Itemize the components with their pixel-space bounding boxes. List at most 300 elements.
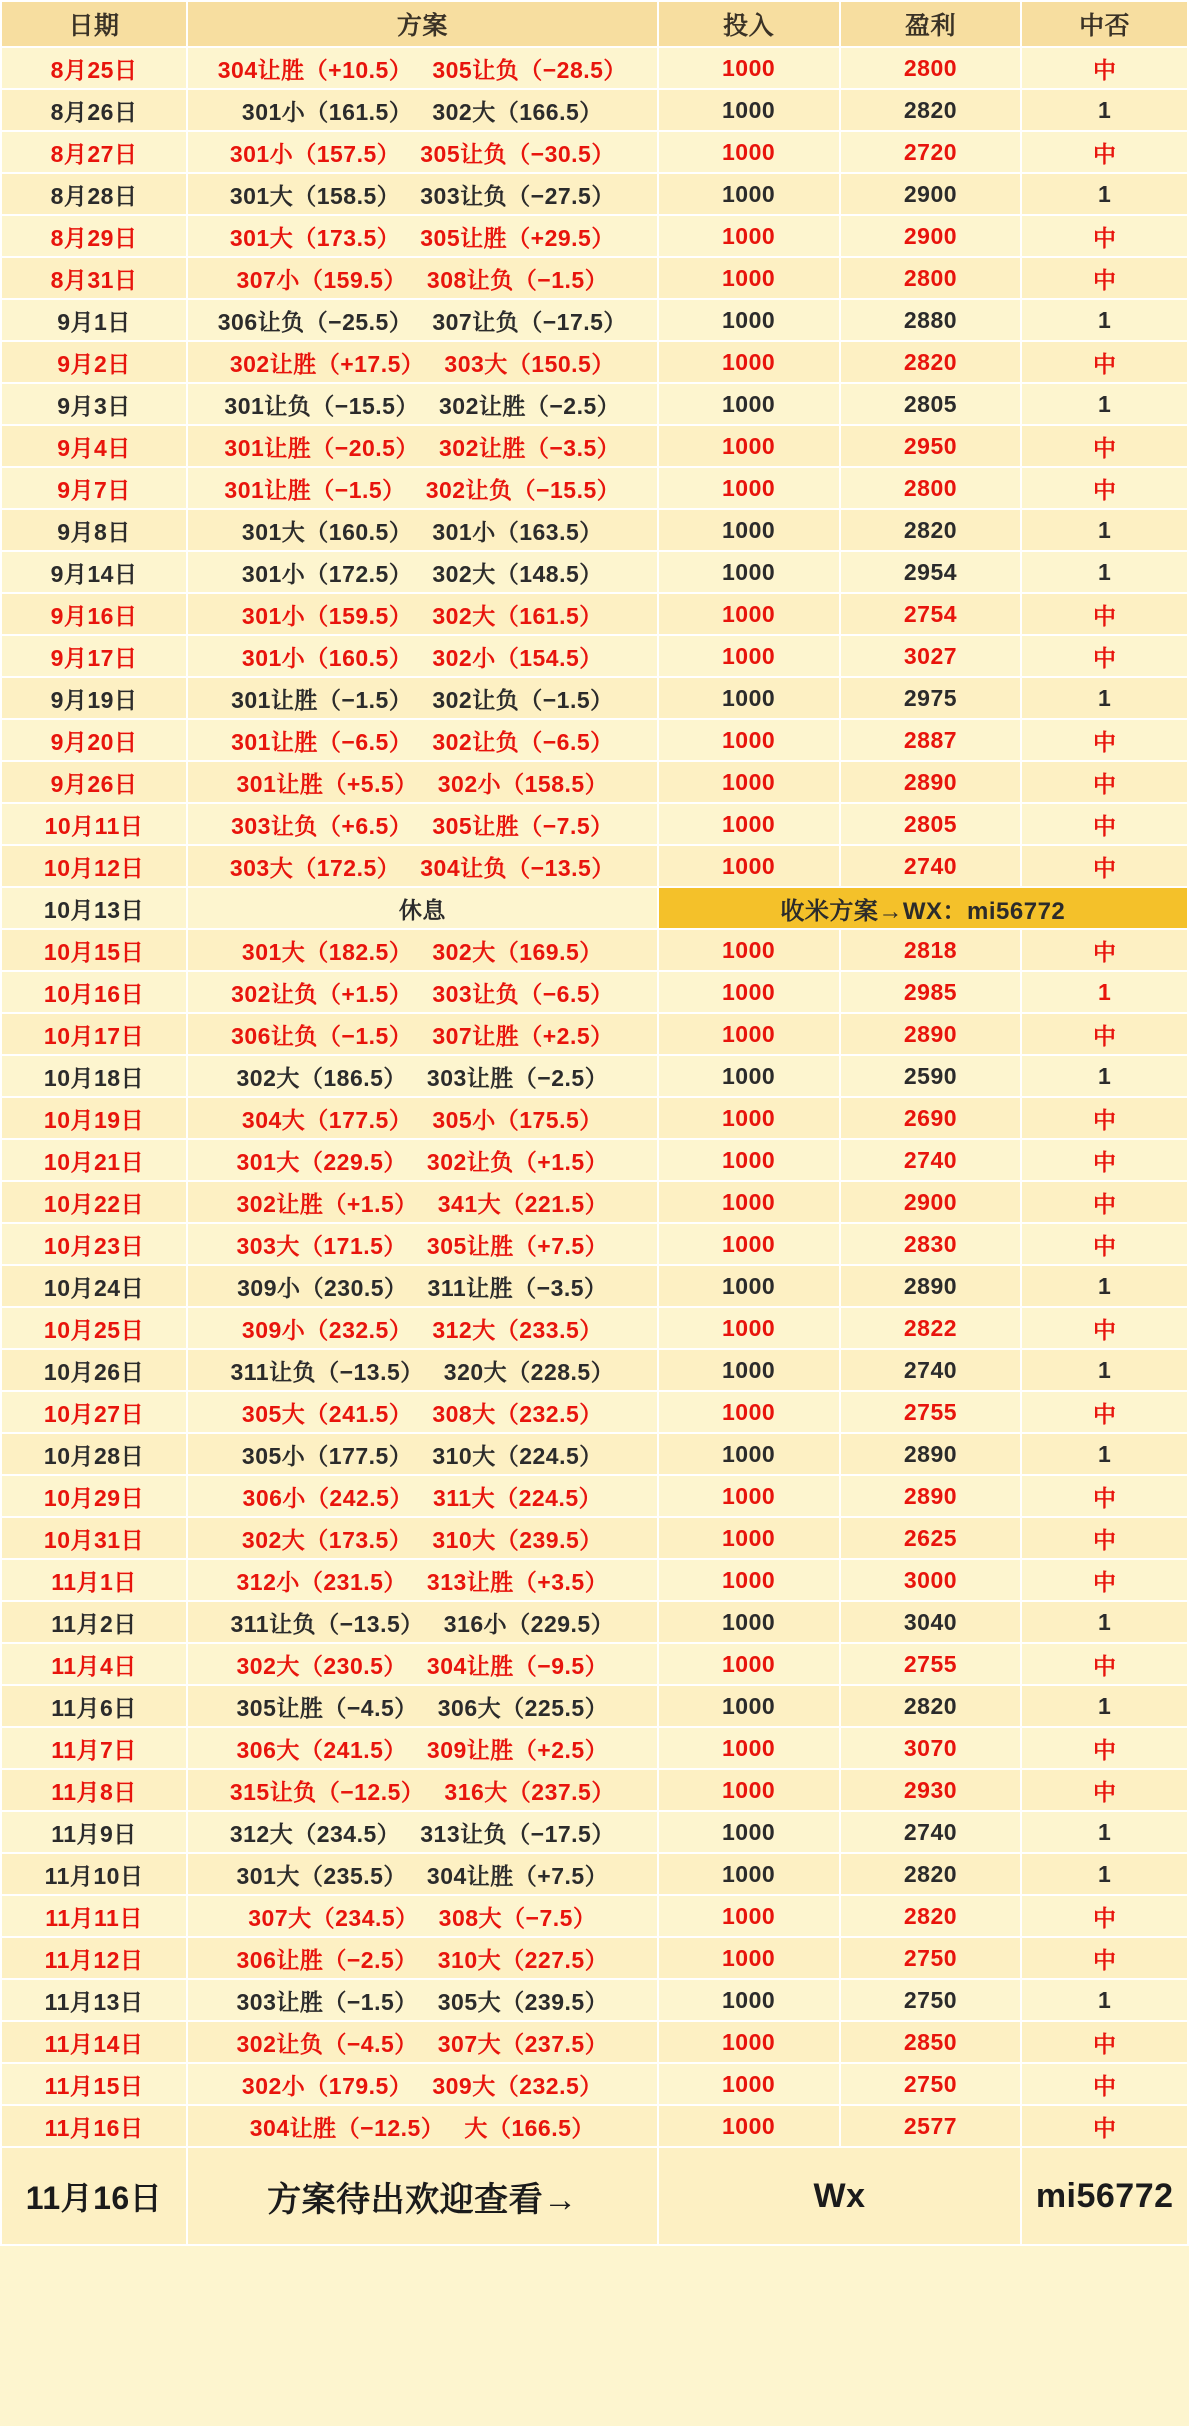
table-row: [1, 929, 1188, 971]
cell-date: 10月17日: [1, 1013, 187, 1055]
plan-segment: 302大（186.5）: [236, 1064, 407, 1091]
plan-segment: 311大（224.5）: [432, 1484, 603, 1511]
cell-date: 10月18日: [1, 1055, 187, 1097]
cell-plan: [187, 1391, 658, 1433]
cell-stake: 1000: [658, 215, 840, 257]
plan-segment: 304让胜（+7.5）: [426, 1862, 609, 1889]
cell-stake: 1000: [658, 1013, 840, 1055]
cell-plan: [187, 551, 658, 593]
cell-stake: 1000: [658, 1559, 840, 1601]
column-header-date: 日期: [1, 1, 187, 47]
cell-stake: 1000: [658, 971, 840, 1013]
plan-segment: 311让负（−13.5）: [230, 1610, 424, 1637]
cell-date: 10月13日: [1, 887, 187, 929]
plan-segment: 301大（160.5）: [241, 518, 413, 545]
cell-date: 9月19日: [1, 677, 187, 719]
cell-hit: 1: [1021, 1349, 1188, 1391]
plan-segment: 305让胜（+29.5）: [420, 224, 615, 251]
plan-segment: 302让负（−6.5）: [432, 728, 614, 755]
cell-plan: [187, 803, 658, 845]
cell-stake: 1000: [658, 467, 840, 509]
cell-plan: [187, 215, 658, 257]
plan-segment: 315让负（−12.5）: [229, 1778, 425, 1805]
cell-plan: [187, 1265, 658, 1307]
cell-date: 9月1日: [1, 299, 187, 341]
cell-profit: 2820: [840, 509, 1022, 551]
cell-plan: [187, 1727, 658, 1769]
cell-plan: [187, 2063, 658, 2105]
cell-profit: 2754: [840, 593, 1022, 635]
table-row: [1, 887, 1188, 929]
plan-segment: 302让负（+1.5）: [426, 1148, 609, 1175]
promo-banner: 收米方案→WX：mi56772: [658, 887, 1188, 929]
cell-stake: 1000: [658, 551, 840, 593]
cell-stake: 1000: [658, 1097, 840, 1139]
plan-segment: 304让负（−13.5）: [420, 854, 615, 881]
cell-profit: 3027: [840, 635, 1022, 677]
plan-segment: 310大（239.5）: [432, 1526, 603, 1553]
cell-plan: [187, 1769, 658, 1811]
cell-stake: 1000: [658, 1517, 840, 1559]
cell-plan: [187, 761, 658, 803]
plan-segment: 309小（232.5）: [241, 1316, 413, 1343]
cell-profit: 2880: [840, 299, 1022, 341]
table-row: [1, 971, 1188, 1013]
cell-plan: [187, 593, 658, 635]
plan-segment: 308大（−7.5）: [438, 1904, 597, 1931]
plan-segment: 302小（154.5）: [432, 644, 603, 671]
cell-profit: 2818: [840, 929, 1022, 971]
plan-segment: 303大（150.5）: [444, 350, 615, 377]
table-row: [1, 719, 1188, 761]
cell-hit: 中: [1021, 1181, 1188, 1223]
table-footer: [1, 2147, 1188, 2245]
plan-segment: 309让胜（+2.5）: [426, 1736, 609, 1763]
cell-hit: 中: [1021, 2105, 1188, 2147]
cell-hit: 中: [1021, 1475, 1188, 1517]
table-row: [1, 1811, 1188, 1853]
cell-date: 9月16日: [1, 593, 187, 635]
cell-hit: 中: [1021, 467, 1188, 509]
plan-segment: 302让胜（−2.5）: [438, 392, 621, 419]
cell-profit: 2750: [840, 1937, 1022, 1979]
cell-hit: 中: [1021, 1013, 1188, 1055]
cell-hit: 中: [1021, 1727, 1188, 1769]
plan-segment: 302让负（−4.5）: [236, 2030, 418, 2057]
cell-date: 11月9日: [1, 1811, 187, 1853]
cell-profit: 2755: [840, 1391, 1022, 1433]
cell-stake: 1000: [658, 1307, 840, 1349]
table-row: [1, 2021, 1188, 2063]
cell-hit: 1: [1021, 677, 1188, 719]
table-row: [1, 803, 1188, 845]
cell-profit: 2890: [840, 1433, 1022, 1475]
table-row: [1, 677, 1188, 719]
cell-hit: 中: [1021, 1139, 1188, 1181]
cell-date: 9月17日: [1, 635, 187, 677]
cell-hit: 中: [1021, 47, 1188, 89]
cell-profit: 2890: [840, 1265, 1022, 1307]
cell-hit: 中: [1021, 1391, 1188, 1433]
cell-plan: [187, 89, 658, 131]
cell-hit: 1: [1021, 383, 1188, 425]
cell-date: 11月10日: [1, 1853, 187, 1895]
footer-wx-id: mi56772: [1021, 2147, 1188, 2245]
cell-hit: 1: [1021, 551, 1188, 593]
cell-profit: 2850: [840, 2021, 1022, 2063]
table-row: [1, 1937, 1188, 1979]
cell-plan: [187, 1895, 658, 1937]
cell-profit: 3070: [840, 1727, 1022, 1769]
cell-stake: 1000: [658, 383, 840, 425]
table-header-row: [1, 1, 1188, 47]
cell-stake: 1000: [658, 1475, 840, 1517]
cell-profit: 2800: [840, 47, 1022, 89]
cell-plan: [187, 341, 658, 383]
cell-profit: 2740: [840, 1139, 1022, 1181]
plan-segment: 307小（159.5）: [236, 266, 407, 293]
cell-hit: 中: [1021, 635, 1188, 677]
table-row: [1, 1139, 1188, 1181]
plan-segment: 大（166.5）: [464, 2114, 595, 2141]
table-body: [1, 47, 1188, 2147]
cell-date: 10月22日: [1, 1181, 187, 1223]
plan-segment: 304大（177.5）: [241, 1106, 413, 1133]
cell-date: 10月25日: [1, 1307, 187, 1349]
cell-stake: 1000: [658, 299, 840, 341]
cell-plan: [187, 1139, 658, 1181]
plan-segment: 310大（224.5）: [432, 1442, 603, 1469]
footer-wx-label: Wx: [658, 2147, 1022, 2245]
table-row: [1, 383, 1188, 425]
table-row: [1, 1727, 1188, 1769]
table-row: [1, 1895, 1188, 1937]
cell-stake: 1000: [658, 1979, 840, 2021]
cell-stake: 1000: [658, 845, 840, 887]
footer-date: 11月16日: [1, 2147, 187, 2245]
plan-segment: 308让负（−1.5）: [426, 266, 609, 293]
cell-plan: [187, 719, 658, 761]
cell-stake: 1000: [658, 341, 840, 383]
cell-plan: [187, 929, 658, 971]
cell-profit: 2890: [840, 1475, 1022, 1517]
cell-date: 10月23日: [1, 1223, 187, 1265]
cell-profit: 2720: [840, 131, 1022, 173]
cell-date: 10月24日: [1, 1265, 187, 1307]
cell-stake: 1000: [658, 1853, 840, 1895]
plan-segment: 302小（179.5）: [241, 2072, 413, 2099]
cell-profit: 2900: [840, 173, 1022, 215]
cell-stake: 1000: [658, 2021, 840, 2063]
column-header-hit: 中否: [1021, 1, 1188, 47]
cell-stake: 1000: [658, 1139, 840, 1181]
plan-segment: 302大（230.5）: [236, 1652, 407, 1679]
plan-segment: 305小（175.5）: [432, 1106, 603, 1133]
cell-profit: 2740: [840, 845, 1022, 887]
cell-hit: 1: [1021, 1601, 1188, 1643]
cell-hit: 中: [1021, 593, 1188, 635]
table-row: [1, 1559, 1188, 1601]
plan-segment: 302让胜（−3.5）: [438, 434, 621, 461]
cell-profit: 2900: [840, 1181, 1022, 1223]
plan-segment: 301小（160.5）: [241, 644, 413, 671]
plan-segment: 341大（221.5）: [437, 1190, 609, 1217]
cell-hit: 1: [1021, 971, 1188, 1013]
plan-segment: 301大（235.5）: [236, 1862, 407, 1889]
plan-segment: 306让负（−25.5）: [217, 308, 413, 335]
plan-segment: 312小（231.5）: [236, 1568, 407, 1595]
cell-stake: 1000: [658, 1265, 840, 1307]
cell-plan: [187, 1853, 658, 1895]
plan-segment: 302让负（−1.5）: [432, 686, 614, 713]
cell-profit: 2740: [840, 1349, 1022, 1391]
cell-date: 8月29日: [1, 215, 187, 257]
plan-segment: 303大（172.5）: [229, 854, 401, 881]
plan-segment: 301让胜（+5.5）: [236, 770, 418, 797]
cell-stake: 1000: [658, 509, 840, 551]
plan-segment: 305大（239.5）: [437, 1988, 609, 2015]
cell-hit: 中: [1021, 257, 1188, 299]
cell-hit: 1: [1021, 1433, 1188, 1475]
cell-plan: [187, 971, 658, 1013]
cell-hit: 中: [1021, 131, 1188, 173]
cell-plan: [187, 257, 658, 299]
cell-profit: 2590: [840, 1055, 1022, 1097]
cell-stake: 1000: [658, 89, 840, 131]
cell-stake: 1000: [658, 1391, 840, 1433]
cell-date: 9月3日: [1, 383, 187, 425]
cell-profit: 2890: [840, 761, 1022, 803]
table-row: [1, 425, 1188, 467]
plan-segment: 301小（172.5）: [241, 560, 413, 587]
plan-segment: 301大（229.5）: [236, 1148, 407, 1175]
cell-hit: 1: [1021, 1055, 1188, 1097]
cell-profit: 2830: [840, 1223, 1022, 1265]
plan-segment: 301大（158.5）: [229, 182, 401, 209]
cell-hit: 中: [1021, 803, 1188, 845]
cell-hit: 1: [1021, 299, 1188, 341]
cell-hit: 中: [1021, 1937, 1188, 1979]
cell-date: 11月6日: [1, 1685, 187, 1727]
table-row: [1, 1307, 1188, 1349]
cell-plan: [187, 1559, 658, 1601]
table-row: [1, 1685, 1188, 1727]
table-row: [1, 257, 1188, 299]
cell-date: 10月12日: [1, 845, 187, 887]
table-row: [1, 1265, 1188, 1307]
cell-date: 10月31日: [1, 1517, 187, 1559]
plan-segment: 310大（227.5）: [437, 1946, 609, 1973]
cell-plan: [187, 1181, 658, 1223]
cell-plan: [187, 2021, 658, 2063]
plan-segment: 306小（242.5）: [242, 1484, 413, 1511]
cell-date: 10月28日: [1, 1433, 187, 1475]
plan-segment: 301让胜（−6.5）: [231, 728, 413, 755]
plan-segment: 301让负（−15.5）: [224, 392, 419, 419]
plan-segment: 320大（228.5）: [443, 1358, 615, 1385]
plan-segment: 307让胜（+2.5）: [432, 1022, 614, 1049]
cell-stake: 1000: [658, 929, 840, 971]
cell-profit: 2800: [840, 467, 1022, 509]
footer-row: [1, 2147, 1188, 2245]
table-row: [1, 2105, 1188, 2147]
table-row: [1, 1601, 1188, 1643]
cell-plan: [187, 1433, 658, 1475]
plan-segment: 302让胜（+1.5）: [236, 1190, 418, 1217]
cell-plan: [187, 1643, 658, 1685]
cell-date: 11月8日: [1, 1769, 187, 1811]
cell-date: 11月7日: [1, 1727, 187, 1769]
cell-hit: 中: [1021, 1643, 1188, 1685]
cell-date: 10月29日: [1, 1475, 187, 1517]
plan-segment: 302大（169.5）: [432, 938, 603, 965]
plan-segment: 301让胜（−1.5）: [231, 686, 413, 713]
cell-date: 11月11日: [1, 1895, 187, 1937]
cell-profit: 2930: [840, 1769, 1022, 1811]
plan-segment: 305让负（−28.5）: [432, 56, 627, 83]
cell-date: 11月15日: [1, 2063, 187, 2105]
plan-segment: 312大（233.5）: [432, 1316, 603, 1343]
table-row: [1, 1769, 1188, 1811]
cell-plan: [187, 299, 658, 341]
cell-date: 8月27日: [1, 131, 187, 173]
plan-segment: 307让负（−17.5）: [432, 308, 627, 335]
cell-hit: 中: [1021, 1559, 1188, 1601]
cell-stake: 1000: [658, 1769, 840, 1811]
cell-date: 11月2日: [1, 1601, 187, 1643]
cell-date: 10月16日: [1, 971, 187, 1013]
cell-stake: 1000: [658, 1937, 840, 1979]
cell-profit: 2805: [840, 383, 1022, 425]
cell-plan: [187, 47, 658, 89]
cell-stake: 1000: [658, 1727, 840, 1769]
cell-stake: 1000: [658, 2063, 840, 2105]
cell-stake: 1000: [658, 803, 840, 845]
cell-hit: 中: [1021, 215, 1188, 257]
cell-date: 11月16日: [1, 2105, 187, 2147]
table-row: [1, 1097, 1188, 1139]
cell-hit: 中: [1021, 2021, 1188, 2063]
cell-stake: 1000: [658, 1055, 840, 1097]
cell-plan: [187, 845, 658, 887]
cell-profit: 2822: [840, 1307, 1022, 1349]
plan-segment: 303让负（−27.5）: [420, 182, 615, 209]
plan-segment: 301大（182.5）: [241, 938, 413, 965]
cell-plan: [187, 1937, 658, 1979]
table-row: [1, 89, 1188, 131]
plan-segment: 305让胜（−4.5）: [236, 1694, 418, 1721]
plan-segment: 303让负（−6.5）: [432, 980, 614, 1007]
cell-hit: 1: [1021, 1811, 1188, 1853]
column-header-stake: 投入: [658, 1, 840, 47]
cell-plan: [187, 635, 658, 677]
footer-plan-pending: 方案待出欢迎查看→: [187, 2147, 658, 2245]
cell-profit: 2975: [840, 677, 1022, 719]
cell-date: 10月19日: [1, 1097, 187, 1139]
cell-plan: [187, 1055, 658, 1097]
plan-segment: 304让胜（+10.5）: [217, 56, 413, 83]
table-row: [1, 1223, 1188, 1265]
cell-stake: 1000: [658, 1643, 840, 1685]
cell-date: 11月14日: [1, 2021, 187, 2063]
cell-stake: 1000: [658, 1601, 840, 1643]
column-header-plan: 方案: [187, 1, 658, 47]
cell-profit: 3000: [840, 1559, 1022, 1601]
plan-segment: 306大（225.5）: [437, 1694, 609, 1721]
plan-segment: 302大（166.5）: [432, 98, 603, 125]
cell-hit: 中: [1021, 761, 1188, 803]
cell-plan: [187, 425, 658, 467]
cell-hit: 中: [1021, 1307, 1188, 1349]
plan-segment: 301让胜（−20.5）: [224, 434, 419, 461]
cell-hit: 1: [1021, 1265, 1188, 1307]
cell-stake: 1000: [658, 173, 840, 215]
cell-date: 9月4日: [1, 425, 187, 467]
cell-stake: 1000: [658, 47, 840, 89]
table-row: [1, 131, 1188, 173]
table-row: [1, 593, 1188, 635]
plan-segment: 305让胜（−7.5）: [432, 812, 614, 839]
plan-segment: 301小（159.5）: [241, 602, 413, 629]
cell-stake: 1000: [658, 1895, 840, 1937]
cell-profit: 2800: [840, 257, 1022, 299]
cell-date: 8月26日: [1, 89, 187, 131]
cell-profit: 2820: [840, 1853, 1022, 1895]
cell-stake: 1000: [658, 2105, 840, 2147]
cell-plan: [187, 1349, 658, 1391]
cell-plan: [187, 131, 658, 173]
cell-stake: 1000: [658, 1685, 840, 1727]
cell-rest: 休息: [187, 887, 658, 929]
cell-stake: 1000: [658, 1433, 840, 1475]
column-header-profit: 盈利: [840, 1, 1022, 47]
cell-hit: 1: [1021, 1979, 1188, 2021]
table-row: [1, 761, 1188, 803]
table-row: [1, 1979, 1188, 2021]
cell-plan: [187, 509, 658, 551]
table-header: [1, 1, 1188, 47]
cell-date: 9月7日: [1, 467, 187, 509]
plan-segment: 316小（229.5）: [443, 1610, 615, 1637]
table-row: [1, 2063, 1188, 2105]
cell-stake: 1000: [658, 677, 840, 719]
cell-plan: [187, 1979, 658, 2021]
cell-plan: [187, 1097, 658, 1139]
plan-segment: 311让负（−13.5）: [230, 1358, 424, 1385]
plan-segment: 313让负（−17.5）: [420, 1820, 615, 1847]
cell-plan: [187, 2105, 658, 2147]
plan-segment: 311让胜（−3.5）: [427, 1274, 608, 1301]
plan-segment: 301小（157.5）: [229, 140, 401, 167]
cell-stake: 1000: [658, 131, 840, 173]
plan-segment: 303大（171.5）: [236, 1232, 407, 1259]
cell-profit: 2950: [840, 425, 1022, 467]
table-row: [1, 1643, 1188, 1685]
table-row: [1, 215, 1188, 257]
cell-profit: 2690: [840, 1097, 1022, 1139]
cell-date: 11月1日: [1, 1559, 187, 1601]
plan-segment: 305小（177.5）: [241, 1442, 413, 1469]
cell-stake: 1000: [658, 635, 840, 677]
cell-date: 9月20日: [1, 719, 187, 761]
cell-profit: 2820: [840, 1685, 1022, 1727]
plan-segment: 306让胜（−2.5）: [236, 1946, 418, 1973]
cell-profit: 2900: [840, 215, 1022, 257]
cell-profit: 2954: [840, 551, 1022, 593]
cell-plan: [187, 1223, 658, 1265]
cell-plan: [187, 383, 658, 425]
table-row: [1, 47, 1188, 89]
